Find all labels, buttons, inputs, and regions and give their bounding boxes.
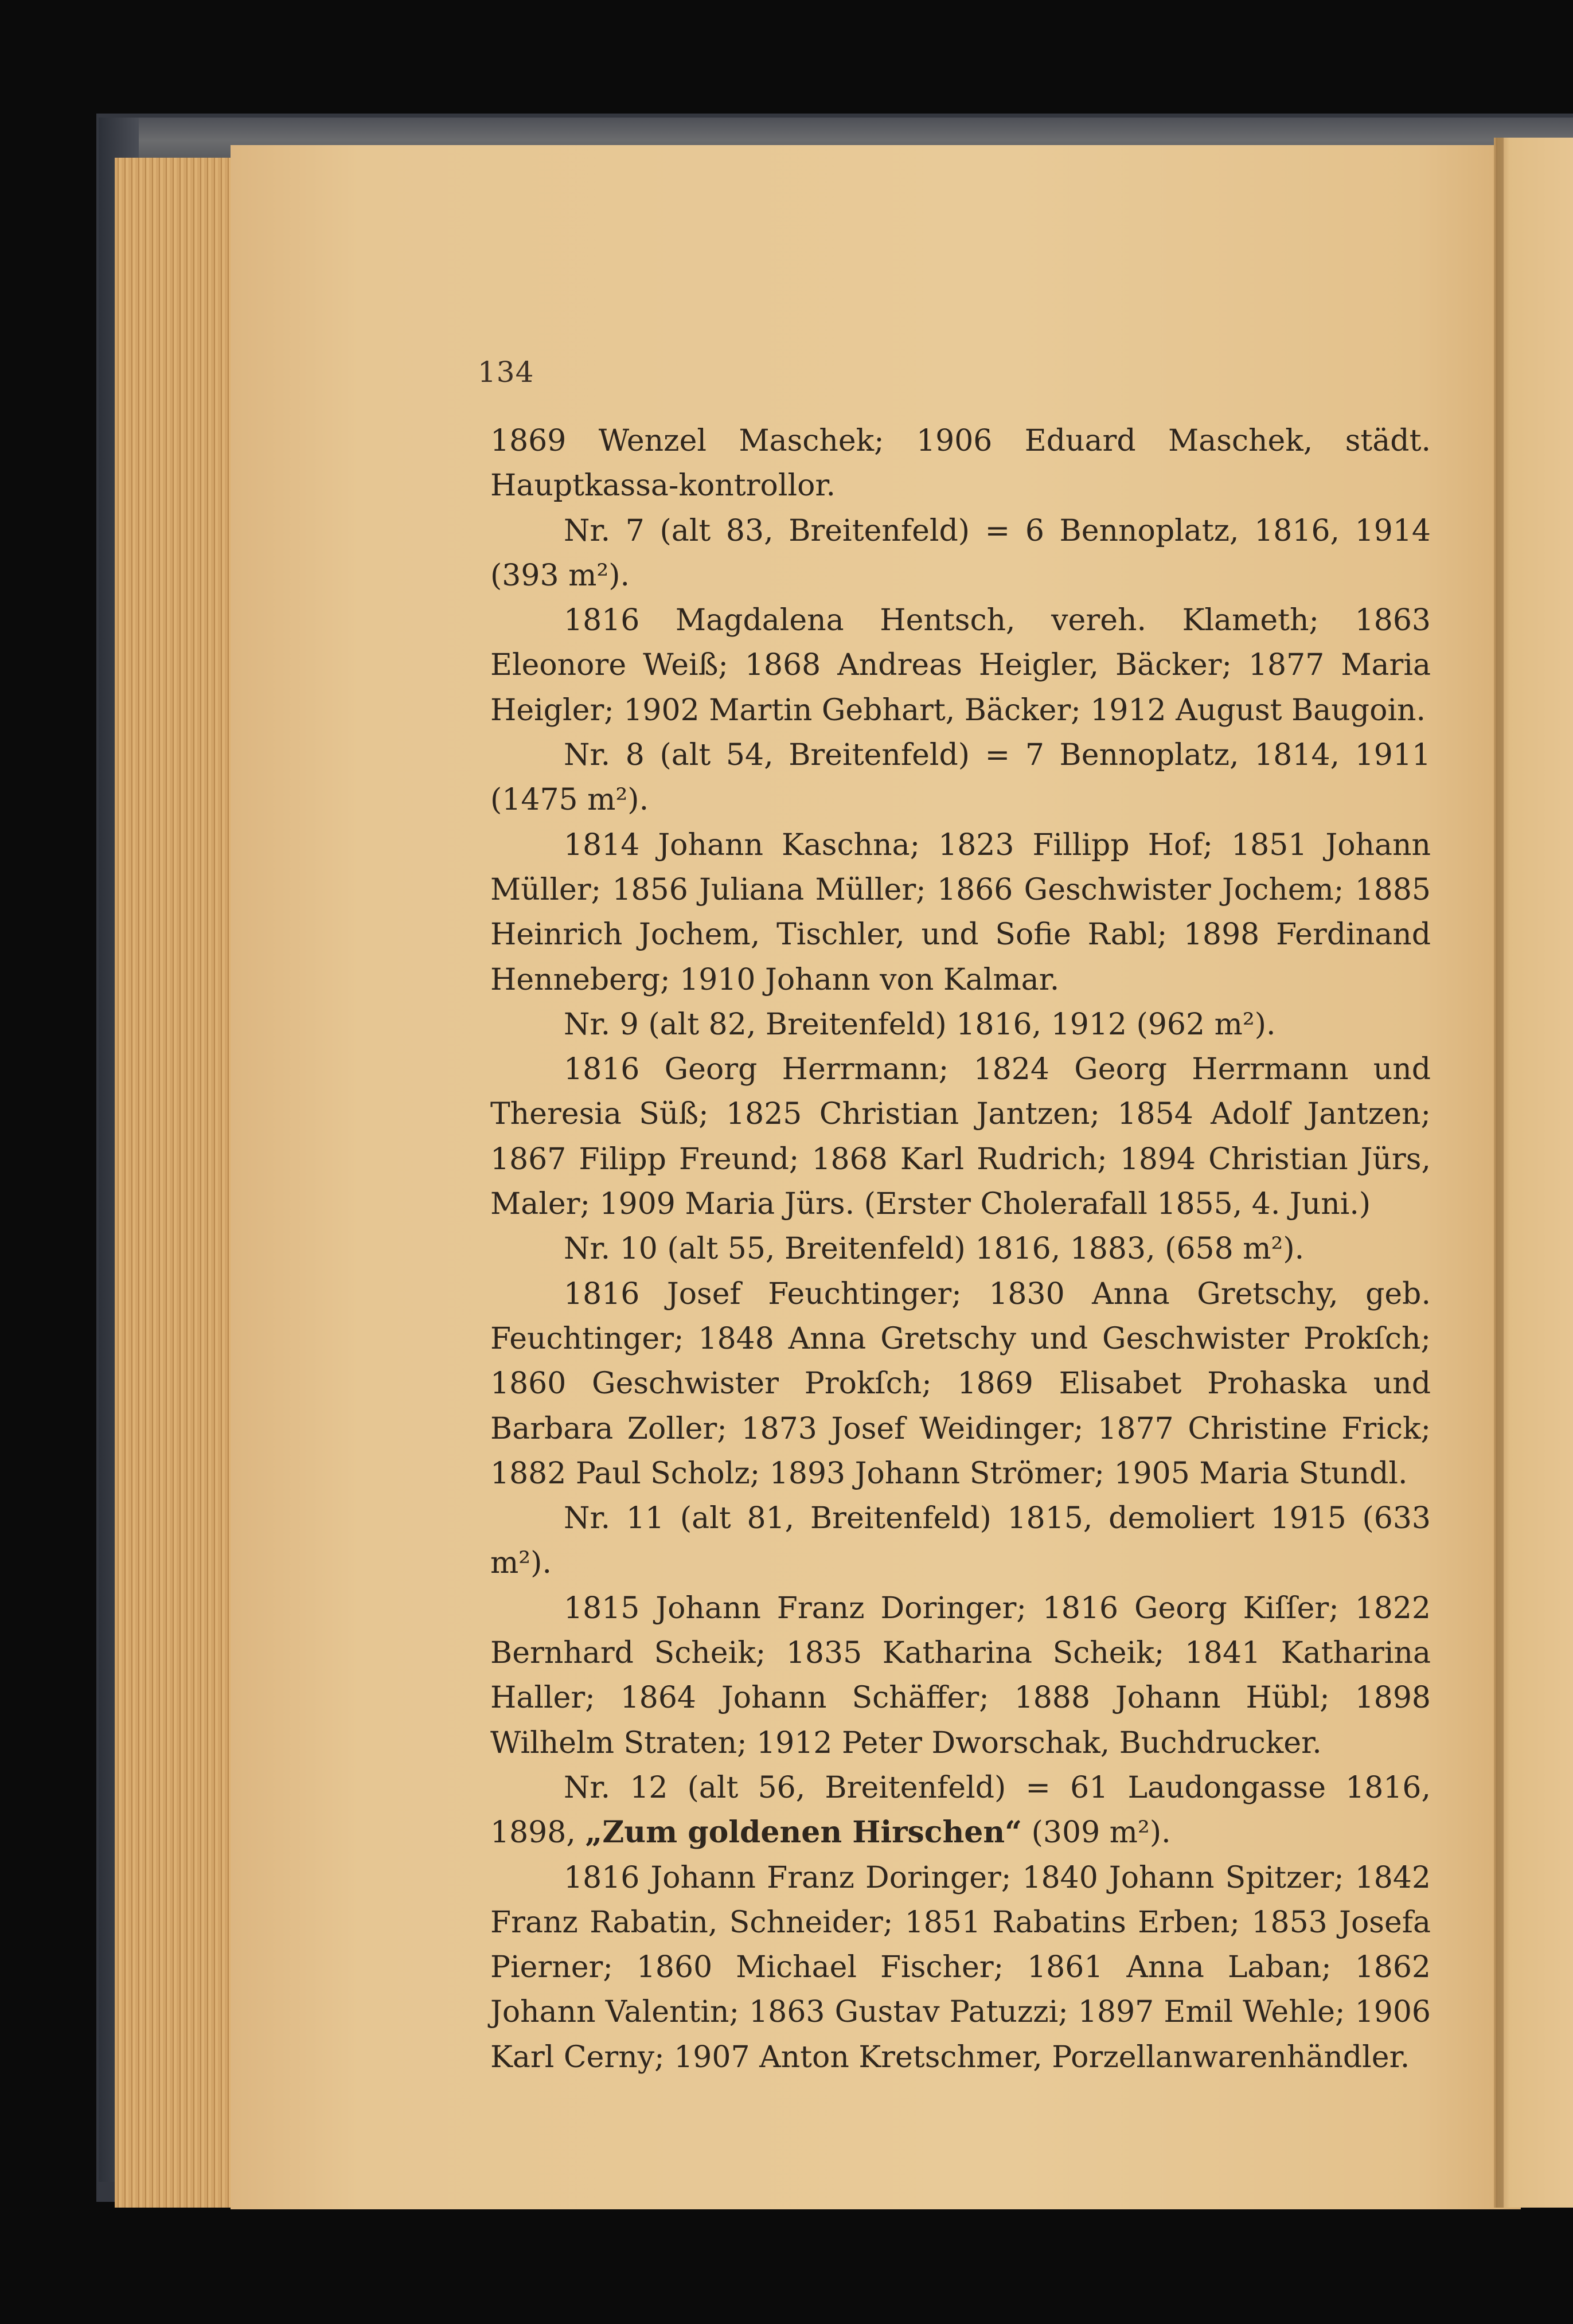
paragraph-text: Nr. 12 (alt 56, Breitenfeld) = 61 Laudongasse 1816, 1898, — [490, 1770, 1431, 1850]
page-number: 134 — [478, 356, 534, 389]
page-text — [490, 419, 1431, 2080]
facing-page-edge — [1494, 138, 1573, 2208]
paragraph-text-tail: (309 m²). — [1022, 1815, 1171, 1850]
paragraph: 1815 Johann Franz Doringer; 1816 Georg Kiſſer; 1822 Bernhard Scheik; 1835 Katharina Scheik; 1841 Katharina Haller; 1864 Johann Schäffer; 1888 Johann Hübl; 1898 Wilhelm Straten; 1912 Peter Dworschak, Buchdrucker. — [490, 1591, 1431, 1760]
paragraph: 1816 Magdalena Hentsch, vereh. Klameth; 1863 Eleonore Weiß; 1868 Andreas Heigler, Bäcker; 1877 Maria Heigler; 1902 Martin Gebhart, Bäcker; 1912 August Baugoin. — [490, 603, 1431, 728]
paragraph: Nr. 7 (alt 83, Breitenfeld) = 6 Bennoplatz, 1816, 1914 (393 m²). — [490, 513, 1431, 593]
paragraph: 1814 Johann Kaschna; 1823 Fillipp Hof; 1851 Johann Müller; 1856 Juliana Müller; 1866 Geschwister Jochem; 1885 Heinrich Jochem, Tischler, und Sofie Rabl; 1898 Ferdinand Henneberg; 1910 Johann von Kalmar. — [490, 827, 1431, 997]
paragraph: 1869 Wenzel Maschek; 1906 Eduard Maschek, städt. Hauptkassa-kontrollor. — [490, 424, 1431, 503]
paragraph: Nr. 10 (alt 55, Breitenfeld) 1816, 1883, (658 m²). — [564, 1232, 1305, 1267]
paragraph: 1816 Josef Feuchtinger; 1830 Anna Gretschy, geb. Feuchtinger; 1848 Anna Gretschy und Geschwister Prokſch; 1860 Geschwister Prokſch; 1869 Elisabet Prohaska und Barbara Zoller; 1873 Josef Weidinger; 1877 Christine Frick; 1882 Paul Scholz; 1893 Johann Strömer; 1905 Maria Stundl. — [490, 1276, 1431, 1491]
paragraph: Nr. 8 (alt 54, Breitenfeld) = 7 Bennoplatz, 1814, 1911 (1475 m²). — [490, 738, 1431, 818]
paragraph: 1816 Georg Herrmann; 1824 Georg Herrmann und Theresia Süß; 1825 Christian Jantzen; 1854 Adolf Jantzen; 1867 Filipp Freund; 1868 Karl Rudrich; 1894 Christian Jürs, Maler; 1909 Maria Jürs. (Erster Cholerafall 1855, 4. Juni.) — [490, 1052, 1431, 1222]
paragraph — [490, 1766, 1431, 1856]
house-name: „Zum goldenen Hirschen“ — [585, 1815, 1022, 1850]
paragraph: Nr. 11 (alt 81, Breitenfeld) 1815, demoliert 1915 (633 m²). — [490, 1501, 1431, 1581]
book-gutter — [1496, 138, 1504, 2208]
paragraph: Nr. 9 (alt 82, Breitenfeld) 1816, 1912 (962 m²). — [564, 1007, 1276, 1042]
paragraph: 1816 Johann Franz Doringer; 1840 Johann Spitzer; 1842 Franz Rabatin, Schneider; 1851 Rabatins Erben; 1853 Josefa Pierner; 1860 Michael Fischer; 1861 Anna Laban; 1862 Johann Valentin; 1863 Gustav Patuzzi; 1897 Emil Wehle; 1906 Karl Cerny; 1907 Anton Kretschmer, Porzellanwarenhändler. — [490, 1860, 1431, 2075]
